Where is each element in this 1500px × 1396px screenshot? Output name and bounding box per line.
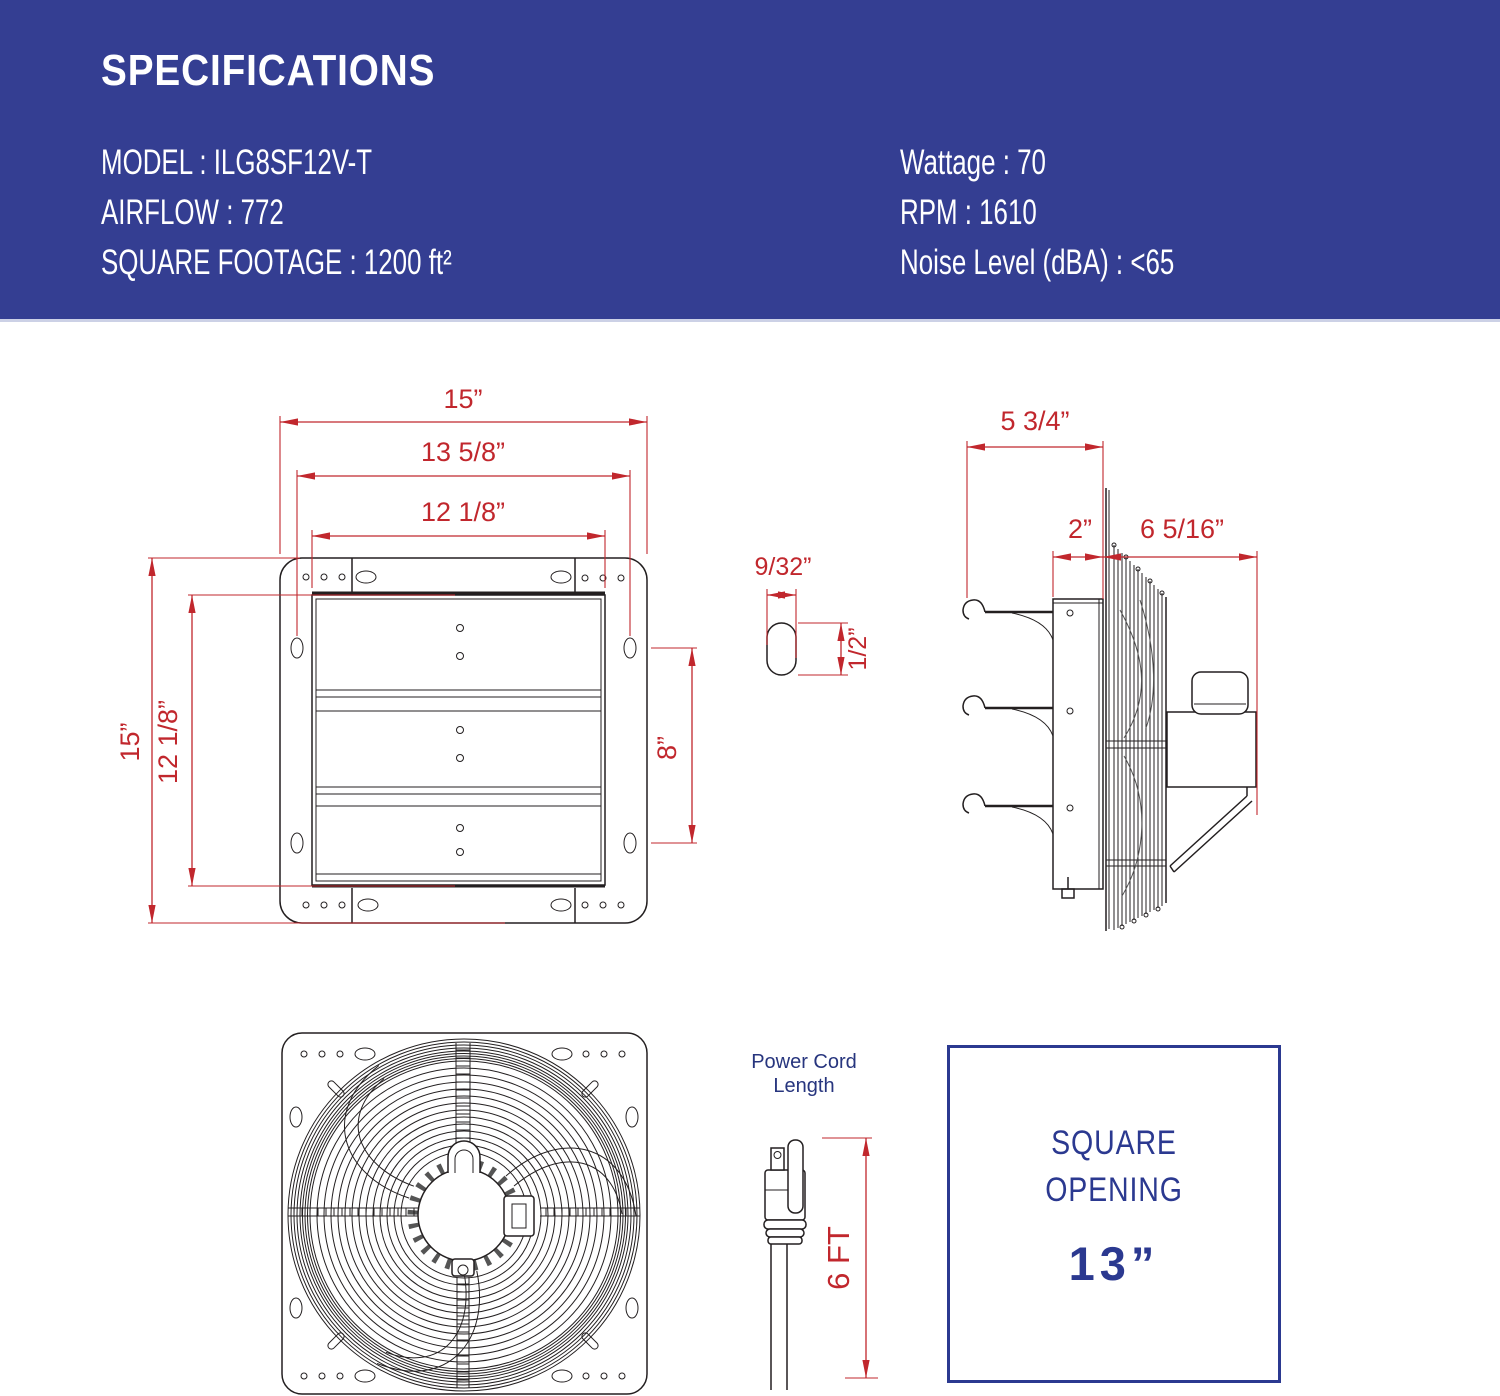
plug-icon	[764, 1140, 806, 1390]
dim-fan-depth: 6 5/16”	[1139, 514, 1225, 544]
spec-noise: Noise Level (dBA) : <65	[900, 243, 1175, 282]
dim-width-holes: 13 5/8”	[420, 437, 506, 467]
square-opening-box	[947, 1045, 1281, 1383]
power-cord-label-line2: Length	[773, 1075, 835, 1097]
dim-cord-length: 6 FT	[821, 1226, 856, 1290]
dim-width-opening: 12 1/8”	[420, 497, 506, 527]
dim-height-opening: 12 1/8”	[153, 699, 183, 785]
dim-depth-total: 5 3/4”	[1000, 406, 1070, 436]
dim-slot-width: 9/32”	[754, 553, 812, 581]
spec-airflow: AIRFLOW : 772	[101, 193, 284, 232]
dim-hole-spacing: 8”	[652, 735, 682, 761]
spec-rpm: RPM : 1610	[900, 193, 1037, 232]
dim-width-outer: 15”	[443, 384, 483, 414]
square-opening-line2: OPENING	[1045, 1171, 1183, 1209]
front-view-drawing	[115, 384, 697, 923]
power-cord-drawing	[751, 1051, 878, 1390]
dim-frame-depth: 2”	[1067, 514, 1093, 544]
power-cord-label-line1: Power Cord	[751, 1051, 857, 1073]
spec-square-footage: SQUARE FOOTAGE : 1200 ft²	[101, 243, 452, 282]
square-opening-line1: SQUARE	[1051, 1124, 1177, 1162]
fan-rear-view-drawing	[282, 1033, 647, 1396]
dim-height-outer: 15”	[115, 722, 145, 762]
square-opening-value: 13”	[1068, 1237, 1160, 1290]
spec-model: MODEL : ILG8SF12V-T	[101, 143, 373, 182]
slot-detail-drawing	[755, 553, 872, 675]
dim-slot-height: 1/2”	[844, 627, 872, 671]
banner-title: SPECIFICATIONS	[101, 46, 436, 95]
spec-wattage: Wattage : 70	[900, 143, 1046, 182]
side-view-drawing	[963, 406, 1257, 931]
